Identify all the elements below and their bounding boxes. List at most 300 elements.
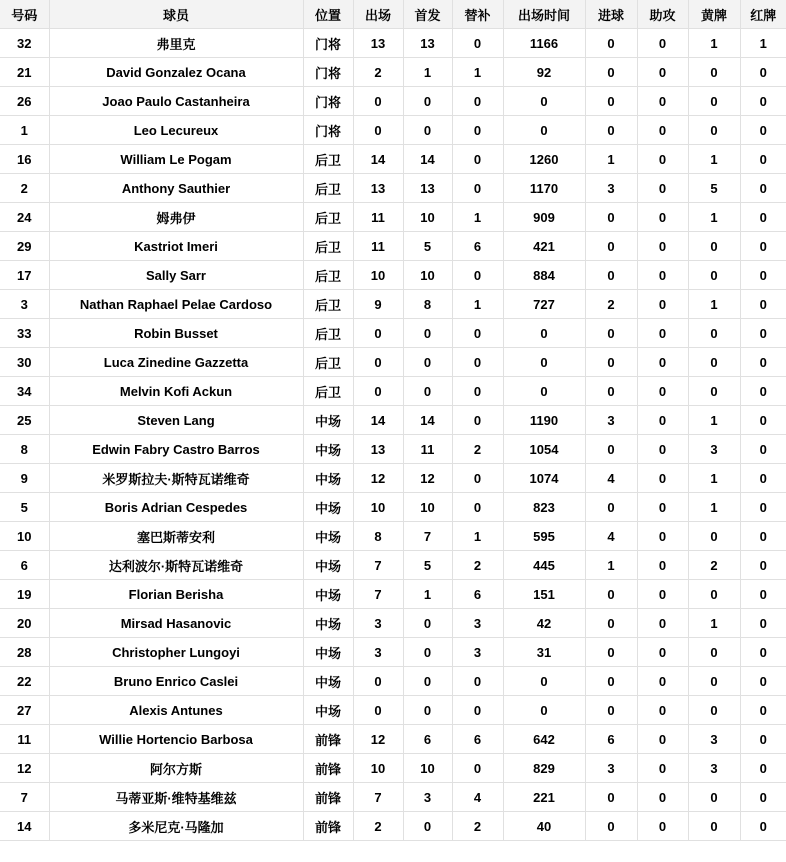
cell-subs: 0 [452, 145, 503, 174]
cell-appearances: 3 [353, 638, 403, 667]
cell-player: Alexis Antunes [49, 696, 303, 725]
cell-player: 米罗斯拉夫·斯特瓦诺维奇 [49, 464, 303, 493]
column-header-yellow: 黄牌 [688, 0, 740, 29]
cell-red: 0 [740, 435, 786, 464]
cell-goals: 3 [585, 174, 637, 203]
cell-assists: 0 [637, 406, 688, 435]
cell-red: 0 [740, 348, 786, 377]
cell-position: 前锋 [303, 812, 353, 841]
player-row [0, 232, 786, 261]
cell-goals: 0 [585, 58, 637, 87]
cell-number: 14 [0, 812, 49, 841]
player-row [0, 609, 786, 638]
cell-minutes: 823 [503, 493, 585, 522]
cell-subs: 0 [452, 174, 503, 203]
cell-assists: 0 [637, 174, 688, 203]
cell-yellow: 3 [688, 754, 740, 783]
cell-number: 25 [0, 406, 49, 435]
player-row [0, 58, 786, 87]
cell-appearances: 13 [353, 29, 403, 58]
cell-goals: 0 [585, 696, 637, 725]
cell-red: 0 [740, 261, 786, 290]
cell-player: Melvin Kofi Ackun [49, 377, 303, 406]
cell-appearances: 10 [353, 261, 403, 290]
cell-assists: 0 [637, 116, 688, 145]
player-row [0, 319, 786, 348]
cell-minutes: 0 [503, 667, 585, 696]
cell-player: 马蒂亚斯·维特基维兹 [49, 783, 303, 812]
cell-appearances: 0 [353, 377, 403, 406]
player-row [0, 696, 786, 725]
cell-assists: 0 [637, 203, 688, 232]
cell-subs: 0 [452, 87, 503, 116]
cell-number: 32 [0, 29, 49, 58]
cell-starts: 3 [403, 783, 452, 812]
cell-subs: 1 [452, 203, 503, 232]
cell-position: 门将 [303, 29, 353, 58]
cell-position: 后卫 [303, 232, 353, 261]
cell-subs: 2 [452, 551, 503, 580]
cell-minutes: 0 [503, 377, 585, 406]
player-row [0, 145, 786, 174]
cell-subs: 0 [452, 348, 503, 377]
cell-player: 达利波尔·斯特瓦诺维奇 [49, 551, 303, 580]
cell-goals: 0 [585, 232, 637, 261]
column-header-goals: 进球 [585, 0, 637, 29]
player-row [0, 638, 786, 667]
cell-number: 16 [0, 145, 49, 174]
cell-player: David Gonzalez Ocana [49, 58, 303, 87]
cell-subs: 3 [452, 609, 503, 638]
cell-assists: 0 [637, 29, 688, 58]
cell-red: 1 [740, 29, 786, 58]
cell-yellow: 1 [688, 406, 740, 435]
player-row [0, 522, 786, 551]
cell-starts: 10 [403, 261, 452, 290]
cell-number: 3 [0, 290, 49, 319]
cell-minutes: 1190 [503, 406, 585, 435]
cell-player: Joao Paulo Castanheira [49, 87, 303, 116]
cell-assists: 0 [637, 638, 688, 667]
cell-subs: 2 [452, 435, 503, 464]
cell-appearances: 10 [353, 493, 403, 522]
cell-player: 多米尼克·马隆加 [49, 812, 303, 841]
cell-yellow: 0 [688, 377, 740, 406]
column-header-starts: 首发 [403, 0, 452, 29]
cell-appearances: 0 [353, 319, 403, 348]
cell-assists: 0 [637, 464, 688, 493]
cell-yellow: 0 [688, 261, 740, 290]
cell-starts: 1 [403, 580, 452, 609]
cell-number: 27 [0, 696, 49, 725]
cell-goals: 0 [585, 812, 637, 841]
cell-position: 中场 [303, 493, 353, 522]
cell-minutes: 0 [503, 696, 585, 725]
cell-appearances: 12 [353, 464, 403, 493]
cell-subs: 2 [452, 812, 503, 841]
player-row [0, 116, 786, 145]
cell-goals: 0 [585, 87, 637, 116]
cell-red: 0 [740, 319, 786, 348]
cell-subs: 0 [452, 116, 503, 145]
column-header-assists: 助攻 [637, 0, 688, 29]
cell-assists: 0 [637, 290, 688, 319]
cell-goals: 3 [585, 754, 637, 783]
cell-assists: 0 [637, 319, 688, 348]
cell-number: 26 [0, 87, 49, 116]
cell-appearances: 14 [353, 406, 403, 435]
cell-appearances: 9 [353, 290, 403, 319]
cell-appearances: 14 [353, 145, 403, 174]
cell-starts: 11 [403, 435, 452, 464]
cell-yellow: 0 [688, 667, 740, 696]
cell-number: 29 [0, 232, 49, 261]
cell-subs: 6 [452, 232, 503, 261]
cell-subs: 0 [452, 29, 503, 58]
cell-minutes: 42 [503, 609, 585, 638]
cell-position: 门将 [303, 87, 353, 116]
cell-number: 12 [0, 754, 49, 783]
cell-appearances: 2 [353, 812, 403, 841]
cell-goals: 0 [585, 319, 637, 348]
cell-starts: 0 [403, 116, 452, 145]
cell-assists: 0 [637, 551, 688, 580]
cell-yellow: 0 [688, 812, 740, 841]
cell-position: 门将 [303, 58, 353, 87]
cell-position: 后卫 [303, 261, 353, 290]
cell-yellow: 0 [688, 696, 740, 725]
cell-red: 0 [740, 464, 786, 493]
cell-position: 前锋 [303, 783, 353, 812]
cell-yellow: 1 [688, 609, 740, 638]
cell-assists: 0 [637, 522, 688, 551]
cell-red: 0 [740, 58, 786, 87]
cell-assists: 0 [637, 609, 688, 638]
cell-red: 0 [740, 696, 786, 725]
cell-position: 后卫 [303, 203, 353, 232]
cell-number: 6 [0, 551, 49, 580]
cell-goals: 2 [585, 290, 637, 319]
cell-assists: 0 [637, 696, 688, 725]
player-row [0, 493, 786, 522]
cell-player: Anthony Sauthier [49, 174, 303, 203]
cell-minutes: 1074 [503, 464, 585, 493]
column-header-subs: 替补 [452, 0, 503, 29]
cell-subs: 0 [452, 754, 503, 783]
cell-starts: 0 [403, 87, 452, 116]
cell-appearances: 10 [353, 754, 403, 783]
cell-goals: 1 [585, 551, 637, 580]
cell-number: 11 [0, 725, 49, 754]
cell-position: 门将 [303, 116, 353, 145]
cell-assists: 0 [637, 377, 688, 406]
cell-subs: 1 [452, 58, 503, 87]
cell-assists: 0 [637, 348, 688, 377]
cell-red: 0 [740, 145, 786, 174]
cell-subs: 0 [452, 667, 503, 696]
cell-yellow: 3 [688, 725, 740, 754]
cell-appearances: 11 [353, 203, 403, 232]
cell-red: 0 [740, 377, 786, 406]
cell-minutes: 595 [503, 522, 585, 551]
cell-subs: 0 [452, 696, 503, 725]
cell-red: 0 [740, 522, 786, 551]
cell-starts: 6 [403, 725, 452, 754]
cell-starts: 1 [403, 58, 452, 87]
cell-minutes: 0 [503, 87, 585, 116]
cell-goals: 3 [585, 406, 637, 435]
cell-subs: 3 [452, 638, 503, 667]
player-row [0, 406, 786, 435]
cell-number: 10 [0, 522, 49, 551]
cell-red: 0 [740, 203, 786, 232]
cell-yellow: 0 [688, 58, 740, 87]
cell-starts: 0 [403, 377, 452, 406]
cell-player: Edwin Fabry Castro Barros [49, 435, 303, 464]
cell-position: 中场 [303, 522, 353, 551]
cell-starts: 8 [403, 290, 452, 319]
cell-appearances: 13 [353, 174, 403, 203]
cell-position: 后卫 [303, 348, 353, 377]
cell-yellow: 0 [688, 638, 740, 667]
cell-number: 34 [0, 377, 49, 406]
cell-goals: 0 [585, 493, 637, 522]
cell-starts: 0 [403, 812, 452, 841]
cell-number: 1 [0, 116, 49, 145]
cell-player: 塞巴斯蒂安利 [49, 522, 303, 551]
cell-appearances: 11 [353, 232, 403, 261]
cell-appearances: 12 [353, 725, 403, 754]
cell-goals: 0 [585, 116, 637, 145]
cell-assists: 0 [637, 87, 688, 116]
cell-minutes: 0 [503, 116, 585, 145]
cell-red: 0 [740, 232, 786, 261]
cell-appearances: 2 [353, 58, 403, 87]
player-row [0, 261, 786, 290]
cell-position: 后卫 [303, 174, 353, 203]
cell-number: 7 [0, 783, 49, 812]
cell-yellow: 1 [688, 464, 740, 493]
cell-subs: 6 [452, 725, 503, 754]
cell-yellow: 0 [688, 522, 740, 551]
column-header-appearances: 出场 [353, 0, 403, 29]
cell-minutes: 909 [503, 203, 585, 232]
cell-red: 0 [740, 725, 786, 754]
cell-position: 中场 [303, 551, 353, 580]
cell-position: 中场 [303, 580, 353, 609]
cell-starts: 10 [403, 203, 452, 232]
cell-yellow: 0 [688, 232, 740, 261]
cell-yellow: 1 [688, 493, 740, 522]
cell-yellow: 0 [688, 348, 740, 377]
cell-player: Robin Busset [49, 319, 303, 348]
cell-red: 0 [740, 783, 786, 812]
cell-yellow: 1 [688, 145, 740, 174]
player-row [0, 203, 786, 232]
cell-appearances: 0 [353, 116, 403, 145]
cell-red: 0 [740, 87, 786, 116]
cell-position: 后卫 [303, 145, 353, 174]
cell-minutes: 1166 [503, 29, 585, 58]
cell-minutes: 1170 [503, 174, 585, 203]
cell-position: 中场 [303, 435, 353, 464]
player-row [0, 754, 786, 783]
cell-appearances: 7 [353, 551, 403, 580]
cell-subs: 6 [452, 580, 503, 609]
cell-red: 0 [740, 812, 786, 841]
cell-red: 0 [740, 406, 786, 435]
cell-player: Christopher Lungoyi [49, 638, 303, 667]
player-row [0, 174, 786, 203]
cell-assists: 0 [637, 145, 688, 174]
cell-number: 24 [0, 203, 49, 232]
cell-subs: 0 [452, 377, 503, 406]
cell-player: 弗里克 [49, 29, 303, 58]
cell-subs: 0 [452, 464, 503, 493]
cell-yellow: 0 [688, 580, 740, 609]
cell-subs: 4 [452, 783, 503, 812]
cell-goals: 1 [585, 145, 637, 174]
cell-player: Boris Adrian Cespedes [49, 493, 303, 522]
cell-number: 20 [0, 609, 49, 638]
cell-position: 前锋 [303, 725, 353, 754]
cell-position: 中场 [303, 609, 353, 638]
player-row [0, 783, 786, 812]
cell-player: Willie Hortencio Barbosa [49, 725, 303, 754]
cell-minutes: 221 [503, 783, 585, 812]
cell-red: 0 [740, 667, 786, 696]
cell-assists: 0 [637, 812, 688, 841]
cell-starts: 0 [403, 609, 452, 638]
cell-goals: 0 [585, 348, 637, 377]
cell-minutes: 92 [503, 58, 585, 87]
cell-minutes: 31 [503, 638, 585, 667]
cell-assists: 0 [637, 232, 688, 261]
cell-appearances: 0 [353, 348, 403, 377]
cell-number: 28 [0, 638, 49, 667]
player-row [0, 435, 786, 464]
cell-subs: 0 [452, 261, 503, 290]
cell-number: 19 [0, 580, 49, 609]
cell-goals: 0 [585, 667, 637, 696]
cell-minutes: 151 [503, 580, 585, 609]
cell-player: Sally Sarr [49, 261, 303, 290]
cell-goals: 4 [585, 464, 637, 493]
cell-red: 0 [740, 580, 786, 609]
cell-starts: 0 [403, 696, 452, 725]
cell-goals: 0 [585, 377, 637, 406]
player-row [0, 667, 786, 696]
cell-red: 0 [740, 609, 786, 638]
player-row [0, 348, 786, 377]
cell-minutes: 445 [503, 551, 585, 580]
cell-assists: 0 [637, 725, 688, 754]
cell-starts: 13 [403, 174, 452, 203]
column-header-position: 位置 [303, 0, 353, 29]
cell-assists: 0 [637, 435, 688, 464]
cell-minutes: 642 [503, 725, 585, 754]
player-row [0, 87, 786, 116]
cell-assists: 0 [637, 580, 688, 609]
cell-position: 中场 [303, 667, 353, 696]
cell-red: 0 [740, 638, 786, 667]
cell-player: Florian Berisha [49, 580, 303, 609]
cell-minutes: 421 [503, 232, 585, 261]
cell-number: 2 [0, 174, 49, 203]
cell-position: 中场 [303, 406, 353, 435]
column-header-number: 号码 [0, 0, 49, 29]
column-header-minutes: 出场时间 [503, 0, 585, 29]
cell-yellow: 0 [688, 319, 740, 348]
cell-yellow: 0 [688, 783, 740, 812]
cell-goals: 4 [585, 522, 637, 551]
cell-subs: 0 [452, 319, 503, 348]
cell-player: Luca Zinedine Gazzetta [49, 348, 303, 377]
player-row [0, 580, 786, 609]
cell-starts: 14 [403, 406, 452, 435]
cell-yellow: 1 [688, 203, 740, 232]
table-header-row [0, 0, 786, 29]
cell-appearances: 3 [353, 609, 403, 638]
cell-player: Mirsad Hasanovic [49, 609, 303, 638]
cell-yellow: 0 [688, 116, 740, 145]
player-row [0, 464, 786, 493]
cell-yellow: 0 [688, 87, 740, 116]
cell-red: 0 [740, 290, 786, 319]
cell-appearances: 13 [353, 435, 403, 464]
cell-assists: 0 [637, 783, 688, 812]
cell-player: Kastriot Imeri [49, 232, 303, 261]
cell-assists: 0 [637, 754, 688, 783]
cell-starts: 13 [403, 29, 452, 58]
cell-assists: 0 [637, 58, 688, 87]
cell-starts: 0 [403, 319, 452, 348]
cell-position: 中场 [303, 464, 353, 493]
cell-number: 33 [0, 319, 49, 348]
cell-player: Nathan Raphael Pelae Cardoso [49, 290, 303, 319]
cell-minutes: 829 [503, 754, 585, 783]
cell-red: 0 [740, 116, 786, 145]
cell-assists: 0 [637, 667, 688, 696]
cell-appearances: 8 [353, 522, 403, 551]
cell-appearances: 7 [353, 783, 403, 812]
cell-red: 0 [740, 754, 786, 783]
cell-subs: 0 [452, 406, 503, 435]
cell-player: 姆弗伊 [49, 203, 303, 232]
cell-assists: 0 [637, 261, 688, 290]
cell-subs: 0 [452, 493, 503, 522]
cell-goals: 0 [585, 435, 637, 464]
cell-number: 5 [0, 493, 49, 522]
player-row [0, 290, 786, 319]
cell-red: 0 [740, 551, 786, 580]
cell-number: 8 [0, 435, 49, 464]
cell-red: 0 [740, 174, 786, 203]
cell-player: Bruno Enrico Caslei [49, 667, 303, 696]
table-body [0, 29, 786, 841]
cell-goals: 0 [585, 638, 637, 667]
cell-number: 21 [0, 58, 49, 87]
cell-goals: 0 [585, 203, 637, 232]
cell-starts: 10 [403, 754, 452, 783]
cell-minutes: 1260 [503, 145, 585, 174]
cell-starts: 14 [403, 145, 452, 174]
cell-starts: 7 [403, 522, 452, 551]
cell-number: 30 [0, 348, 49, 377]
cell-appearances: 0 [353, 87, 403, 116]
cell-starts: 10 [403, 493, 452, 522]
cell-position: 前锋 [303, 754, 353, 783]
